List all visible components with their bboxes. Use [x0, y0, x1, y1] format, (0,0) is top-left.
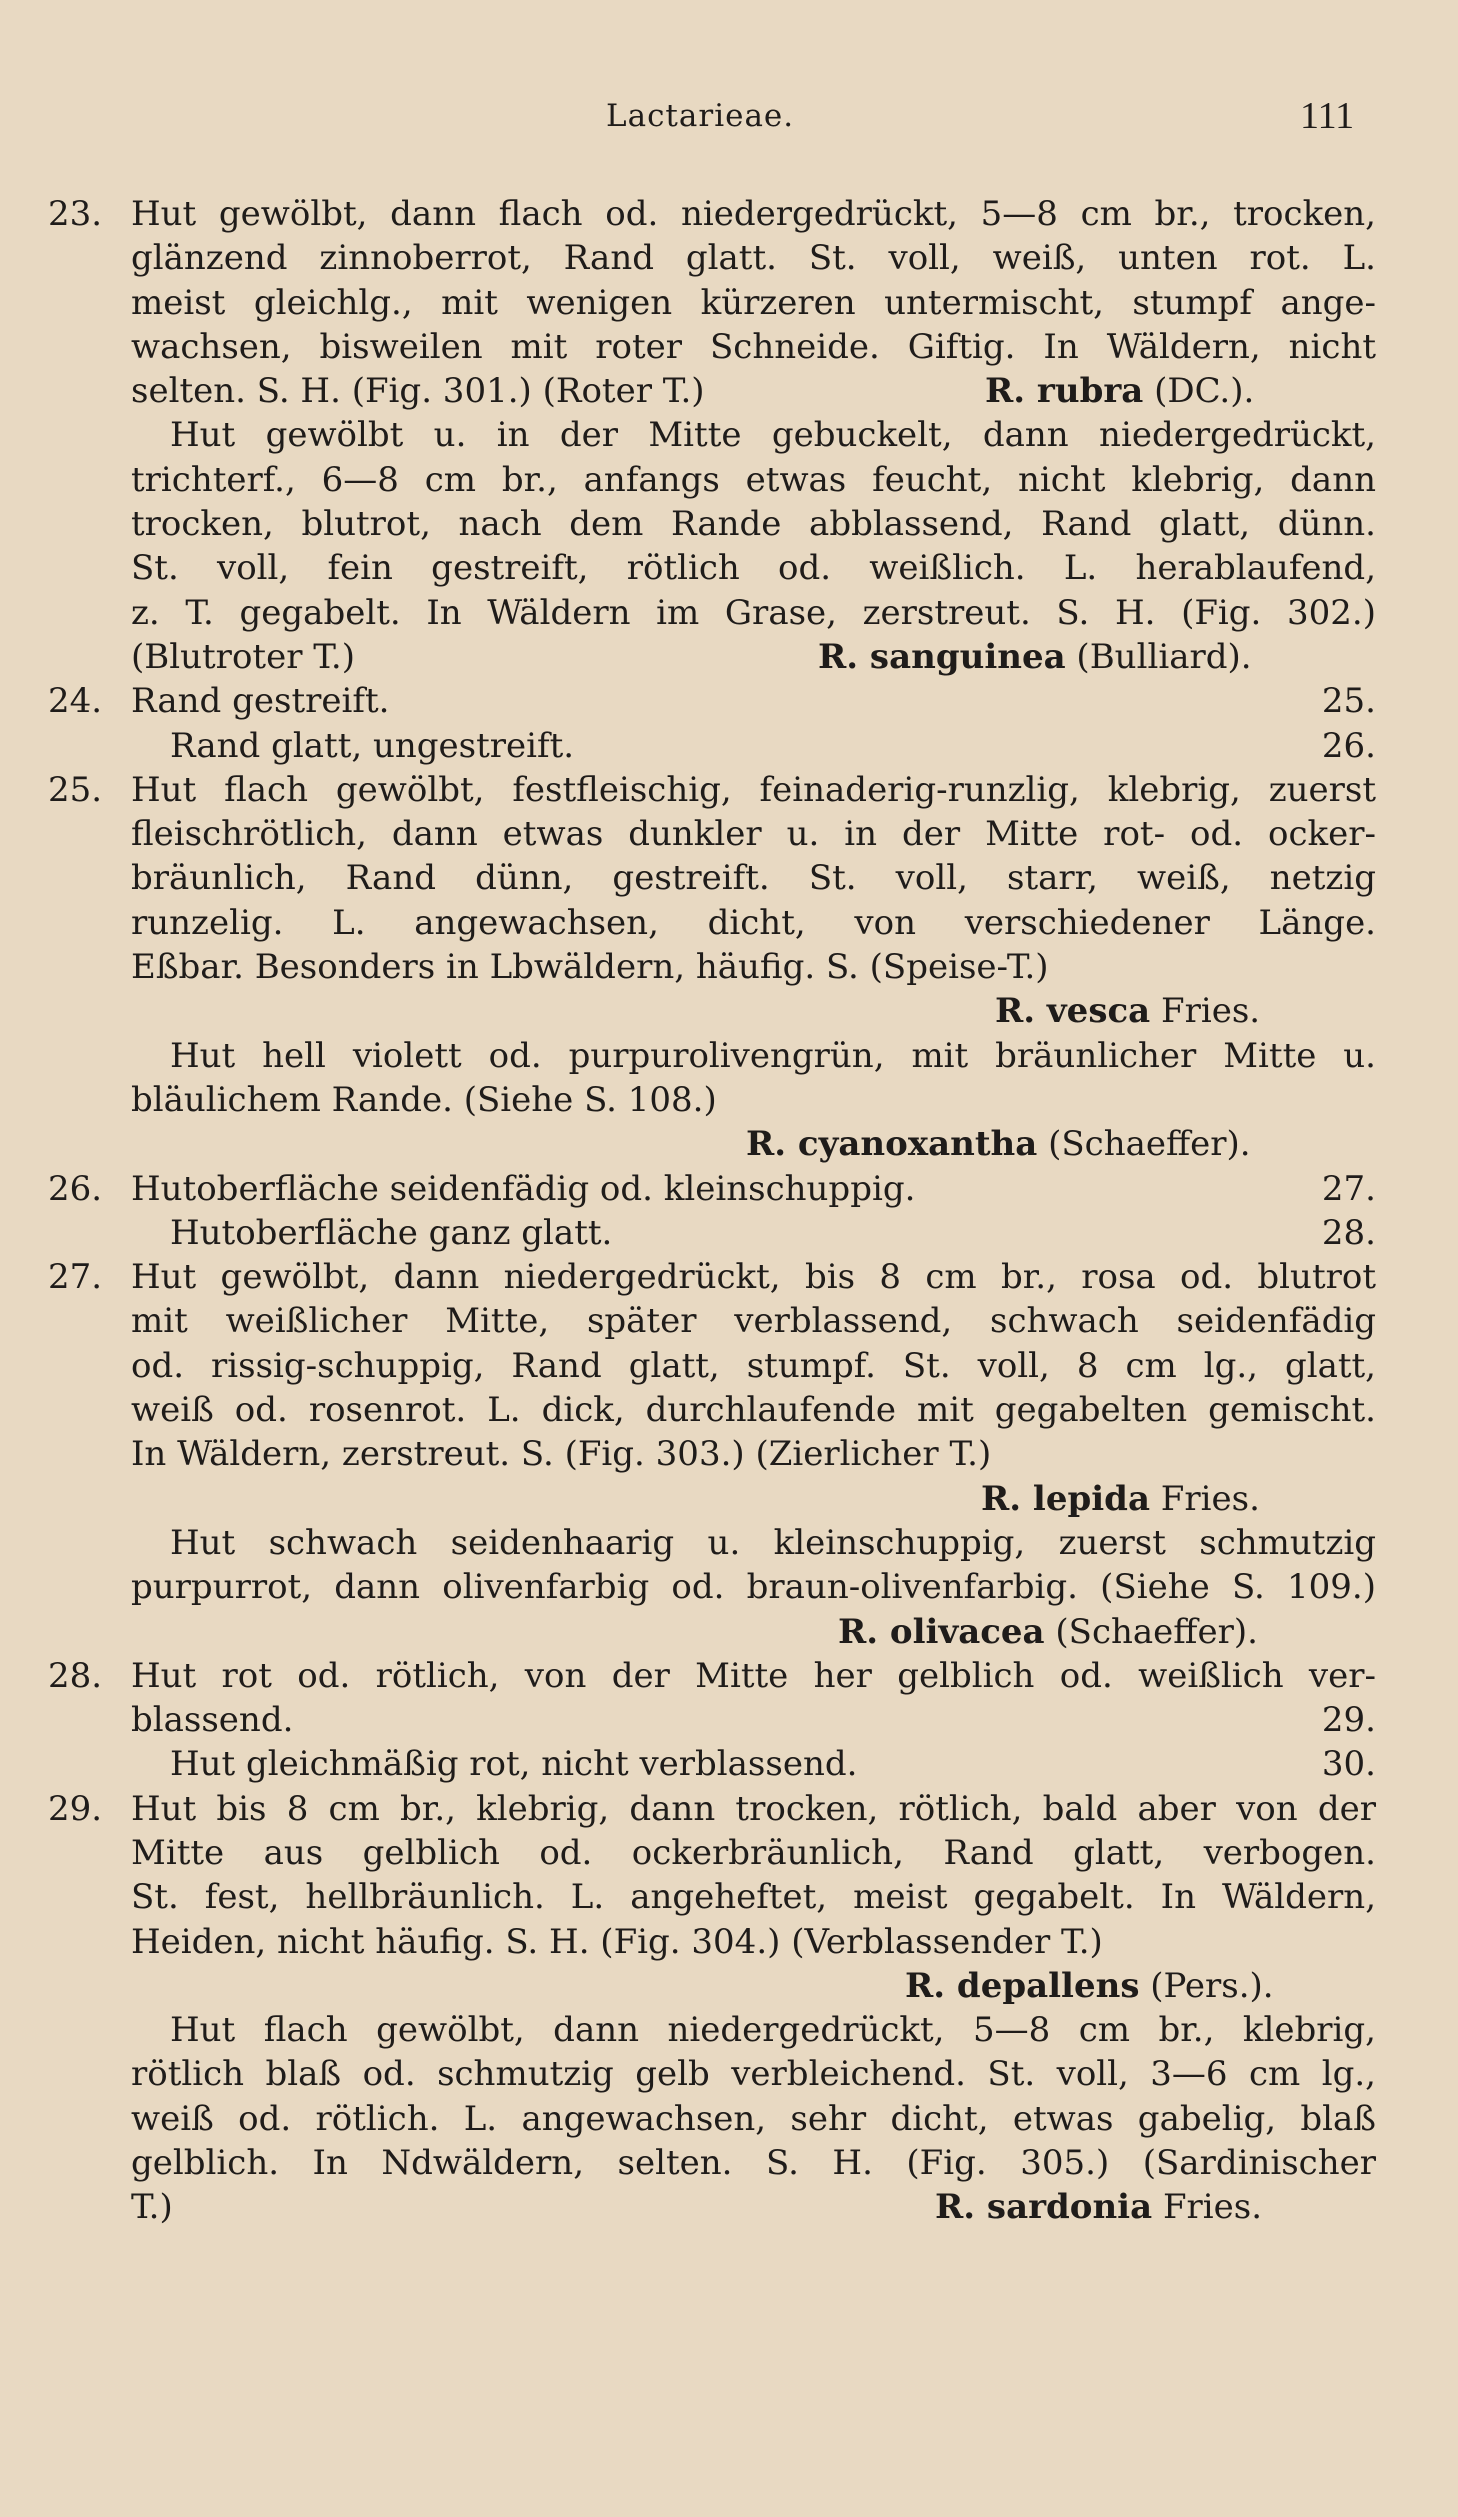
text-line [0, 1565, 1458, 1609]
text-line [0, 1521, 1458, 1565]
text-line [0, 1831, 1458, 1875]
line-text: St. fest, hellbräunlich. L. angeheftet, meist gegabelt. In Wäldern, [131, 1877, 1376, 1918]
line-text: mit weißlicher Mitte, später verblassend, schwach seidenfädig [131, 1301, 1376, 1342]
text-line [0, 989, 1458, 1033]
text-line [0, 635, 1458, 679]
text-line [0, 856, 1458, 900]
species-binomial: R. vesca [995, 991, 1151, 1032]
line-text: Heiden, nicht häufig. S. H. (Fig. 304.) (Verblassender T.) [131, 1921, 1103, 1962]
text-line [0, 1255, 1458, 1299]
text-line [0, 724, 1458, 768]
text-line [0, 1698, 1458, 1742]
text-line [0, 1122, 1458, 1166]
key-text [0, 192, 1458, 2230]
line-text: Hut schwach seidenhaarig u. kleinschuppig, zuerst schmutzig [170, 1522, 1376, 1563]
line-text: od. rissig-schuppig, Rand glatt, stumpf. St. voll, 8 cm lg., glatt, [131, 1345, 1376, 1386]
text-line [0, 413, 1458, 457]
line-text: purpurrot, dann olivenfarbig od. braun-olivenfarbig. (Siehe S. 109.) [131, 1567, 1376, 1608]
species-author: (Pers.). [1139, 1965, 1274, 2006]
couplet-reference: 30. [1321, 1744, 1376, 1785]
couplet-number: 24. [48, 681, 103, 722]
couplet-reference: 29. [1321, 1700, 1376, 1741]
text-line [0, 1078, 1458, 1122]
line-text: T.) [131, 2187, 173, 2228]
line-text: Hut gewölbt, dann flach od. niedergedrückt, 5—8 cm br., trocken, [131, 194, 1376, 234]
line-text: bräunlich, Rand dünn, gestreift. St. voll, starr, weiß, netzig [131, 858, 1376, 899]
line-text: Hut flach gewölbt, dann niedergedrückt, 5—8 cm br., klebrig, [170, 2010, 1376, 2051]
line-text: (Blutroter T.) [131, 636, 356, 677]
running-header [0, 95, 1458, 148]
line-text: runzelig. L. angewachsen, dicht, von verschiedener Länge. [131, 902, 1376, 943]
line-text: Mitte aus gelblich od. ockerbräunlich, Rand glatt, verbogen. [131, 1832, 1376, 1873]
line-text: Rand glatt, ungestreift. [170, 725, 575, 766]
text-line [0, 1742, 1458, 1786]
text-line [0, 1787, 1458, 1831]
species-author: (Bulliard). [1065, 636, 1252, 677]
text-line [0, 1432, 1458, 1476]
species-name [995, 989, 1260, 1033]
line-text: meist gleichlg., mit wenigen kürzeren untermischt, stumpf ange- [131, 282, 1376, 323]
species-author: (Schaeffer). [1044, 1611, 1258, 1652]
line-text: Hut flach gewölbt, festfleischig, feinaderig-runzlig, klebrig, zuerst [131, 769, 1376, 810]
text-line [0, 1964, 1458, 2008]
line-text: fleischrötlich, dann etwas dunkler u. in der Mitte rot- od. ocker- [131, 814, 1376, 855]
line-text: Hut gewölbt u. in der Mitte gebuckelt, dann niedergedrückt, [170, 415, 1376, 456]
text-line [0, 901, 1458, 945]
line-text: rötlich blaß od. schmutzig gelb verbleichend. St. voll, 3—6 cm lg., [131, 2054, 1376, 2095]
line-text: trichterf., 6—8 cm br., anfangs etwas feucht, nicht klebrig, dann [131, 459, 1376, 500]
line-text: Hut hell violett od. purpurolivengrün, mit bräunlicher Mitte u. [170, 1035, 1376, 1076]
couplet-reference: 28. [1321, 1212, 1376, 1253]
text-line [0, 2185, 1458, 2229]
couplet-number: 23. [48, 194, 103, 234]
text-line [0, 679, 1458, 723]
species-author: (Schaeffer). [1037, 1124, 1251, 1165]
line-text: gelblich. In Ndwäldern, selten. S. H. (Fig. 305.) (Sardinischer [131, 2143, 1376, 2184]
text-line [0, 502, 1458, 546]
couplet-number: 25. [48, 769, 103, 810]
text-line [0, 1388, 1458, 1432]
text-line [0, 812, 1458, 856]
line-text: Hut gleichmäßig rot, nicht verblassend. [170, 1744, 858, 1785]
species-name [985, 369, 1254, 413]
line-text: In Wäldern, zerstreut. S. (Fig. 303.) (Zierlicher T.) [131, 1434, 992, 1475]
couplet-reference: 26. [1321, 725, 1376, 766]
couplet-reference: 25. [1321, 681, 1376, 722]
line-text: selten. S. H. (Fig. 301.) (Roter T.) [131, 371, 705, 412]
line-text: Hutoberfläche seidenfädig od. kleinschuppig. [131, 1168, 916, 1209]
text-line [0, 369, 1458, 413]
line-text: Rand gestreift. [131, 681, 390, 722]
couplet-number: 26. [48, 1168, 103, 1209]
species-name [935, 2185, 1262, 2229]
text-line [0, 236, 1458, 280]
text-line [0, 192, 1458, 236]
species-name [746, 1122, 1251, 1166]
text-line [0, 458, 1458, 502]
couplet-number: 29. [48, 1788, 103, 1829]
species-binomial: R. olivacea [838, 1611, 1045, 1652]
text-line [0, 2141, 1458, 2185]
section-title: Lactarieae. [606, 98, 795, 134]
species-name [838, 1610, 1258, 1654]
text-line [0, 2008, 1458, 2052]
line-text: weiß od. rötlich. L. angewachsen, sehr dicht, etwas gabelig, blaß [131, 2098, 1376, 2139]
species-binomial: R. sanguinea [818, 636, 1066, 677]
line-text: Hutoberfläche ganz glatt. [170, 1212, 613, 1253]
species-binomial: R. rubra [985, 371, 1144, 412]
line-text: weiß od. rosenrot. L. dick, durchlaufende mit gegabelten gemischt. [131, 1390, 1376, 1431]
line-text: Hut gewölbt, dann niedergedrückt, bis 8 cm br., rosa od. blutrot [131, 1257, 1376, 1298]
species-binomial: R. depallens [905, 1965, 1140, 2006]
line-text: bläulichem Rande. (Siehe S. 108.) [131, 1079, 717, 1120]
text-line [0, 546, 1458, 590]
species-binomial: R. cyanoxantha [746, 1124, 1038, 1165]
species-author: Fries. [1150, 991, 1261, 1032]
species-name [981, 1477, 1260, 1521]
text-line [0, 1344, 1458, 1388]
text-line [0, 325, 1458, 369]
text-line [0, 768, 1458, 812]
line-text: Hut rot od. rötlich, von der Mitte her gelblich od. weißlich ver- [131, 1655, 1376, 1696]
line-text: wachsen, bisweilen mit roter Schneide. Giftig. In Wäldern, nicht [131, 326, 1376, 367]
text-line [0, 945, 1458, 989]
line-text: glänzend zinnoberrot, Rand glatt. St. voll, weiß, unten rot. L. [131, 238, 1376, 279]
text-line [0, 1299, 1458, 1343]
text-line [0, 1477, 1458, 1521]
species-binomial: R. lepida [981, 1478, 1150, 1519]
species-binomial: R. sardonia [935, 2187, 1153, 2228]
text-line [0, 2052, 1458, 2096]
text-line [0, 1610, 1458, 1654]
species-author: Fries. [1152, 2187, 1263, 2228]
line-text: Hut bis 8 cm br., klebrig, dann trocken, rötlich, bald aber von der [131, 1788, 1376, 1829]
species-name [818, 635, 1252, 679]
species-name [905, 1964, 1274, 2008]
line-text: St. voll, fein gestreift, rötlich od. weißlich. L. herablaufend, [131, 548, 1376, 589]
text-line [0, 1654, 1458, 1698]
line-text: blassend. [131, 1700, 294, 1741]
couplet-number: 28. [48, 1655, 103, 1696]
species-author: (DC.). [1143, 371, 1255, 412]
text-line [0, 1875, 1458, 1919]
text-line [0, 1034, 1458, 1078]
text-line [0, 1211, 1458, 1255]
line-text: trocken, blutrot, nach dem Rande abblassend, Rand glatt, dünn. [131, 504, 1376, 545]
text-line [0, 1920, 1458, 1964]
text-line [0, 281, 1458, 325]
species-author: Fries. [1149, 1478, 1260, 1519]
page-number: 111 [1300, 95, 1355, 137]
couplet-number: 27. [48, 1257, 103, 1298]
text-line [0, 591, 1458, 635]
line-text: z. T. gegabelt. In Wäldern im Grase, zerstreut. S. H. (Fig. 302.) [131, 592, 1376, 633]
text-line [0, 1167, 1458, 1211]
text-line [0, 2097, 1458, 2141]
couplet-reference: 27. [1321, 1168, 1376, 1209]
line-text: Eßbar. Besonders in Lbwäldern, häufig. S. (Speise-T.) [131, 947, 1049, 988]
